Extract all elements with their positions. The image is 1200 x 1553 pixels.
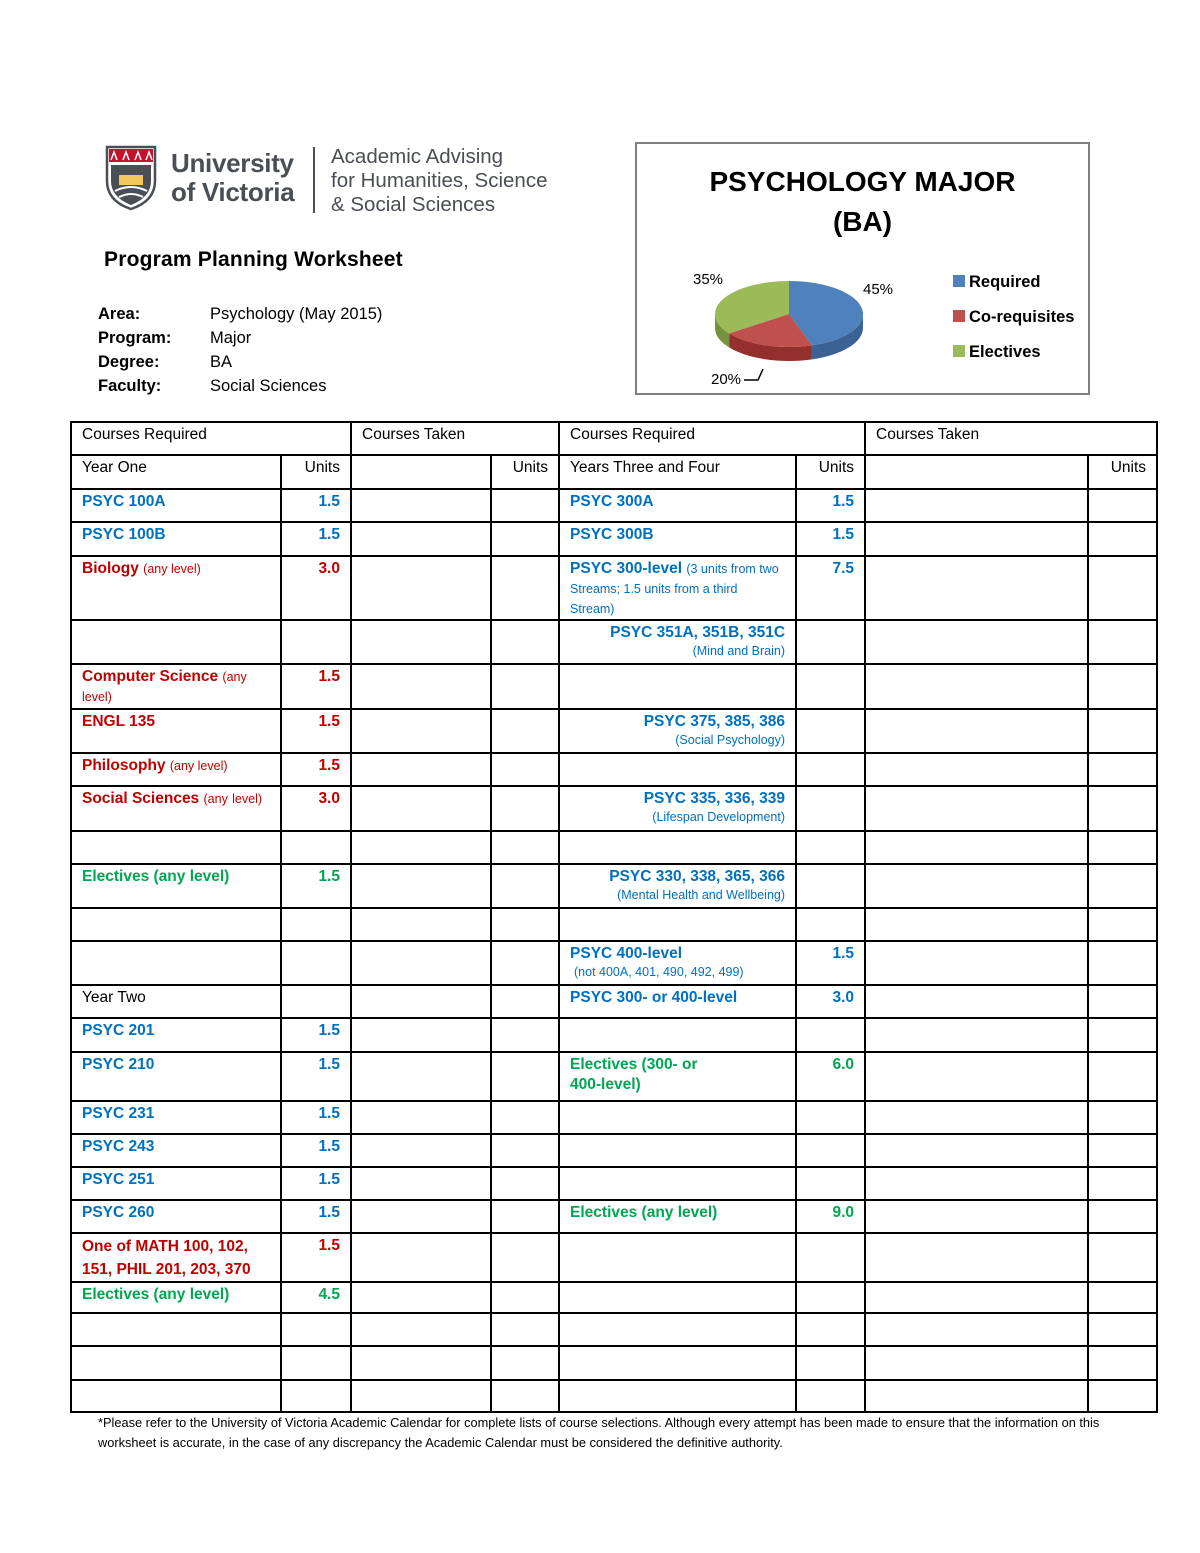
taken-units-cell[interactable] bbox=[1088, 1018, 1157, 1052]
course-units: 1.5 bbox=[796, 489, 865, 522]
empty-cell bbox=[796, 908, 865, 941]
course-units: 1.5 bbox=[281, 864, 351, 908]
empty-cell bbox=[559, 1233, 796, 1282]
course-units: 1.5 bbox=[281, 1052, 351, 1101]
table-row bbox=[71, 489, 1157, 522]
table-row bbox=[71, 1233, 1157, 1282]
course-units: 1.5 bbox=[281, 753, 351, 786]
empty-cell bbox=[71, 1346, 281, 1380]
pie-data-label: 35% bbox=[693, 271, 724, 288]
taken-course-cell[interactable] bbox=[865, 831, 1088, 864]
taken-course-cell[interactable] bbox=[351, 1233, 491, 1282]
taken-units-cell[interactable] bbox=[491, 489, 559, 522]
course-psyc-300-level: PSYC 300-level (3 units from two Streams; 1.5 units from a third Stream) bbox=[559, 556, 796, 620]
table-header-row bbox=[71, 422, 1157, 455]
taken-units-cell[interactable] bbox=[491, 831, 559, 864]
taken-course-cell[interactable] bbox=[865, 1134, 1088, 1167]
info-label: Program: bbox=[98, 329, 172, 347]
course-electives-300-400: Electives (300- or 400-level) bbox=[559, 1052, 796, 1101]
taken-units-cell[interactable] bbox=[491, 1282, 559, 1313]
taken-units-cell[interactable] bbox=[1088, 985, 1157, 1018]
taken-units-cell[interactable] bbox=[1088, 864, 1157, 908]
empty-cell bbox=[281, 908, 351, 941]
taken-course-cell[interactable] bbox=[351, 753, 491, 786]
taken-course-cell[interactable] bbox=[865, 1380, 1088, 1412]
course-psyc-243: PSYC 243 bbox=[71, 1134, 281, 1167]
info-value: Psychology (May 2015) bbox=[210, 305, 383, 323]
taken-course-cell[interactable] bbox=[351, 1167, 491, 1200]
table-row bbox=[71, 831, 1157, 864]
empty-cell bbox=[71, 941, 281, 985]
taken-units-cell[interactable] bbox=[1088, 664, 1157, 709]
taken-course-cell[interactable] bbox=[865, 489, 1088, 522]
taken-units-cell[interactable] bbox=[491, 556, 559, 620]
taken-course-cell[interactable] bbox=[865, 620, 1088, 664]
taken-course-cell[interactable] bbox=[351, 985, 491, 1018]
taken-course-cell[interactable] bbox=[351, 864, 491, 908]
empty-cell bbox=[281, 1346, 351, 1380]
empty-cell bbox=[796, 664, 865, 709]
course-psyc-201: PSYC 201 bbox=[71, 1018, 281, 1052]
course-psyc-251: PSYC 251 bbox=[71, 1167, 281, 1200]
table-row bbox=[71, 786, 1157, 831]
taken-course-cell[interactable] bbox=[865, 664, 1088, 709]
taken-course-cell[interactable] bbox=[865, 1313, 1088, 1346]
taken-course-cell[interactable] bbox=[865, 864, 1088, 908]
course-units: 1.5 bbox=[281, 1134, 351, 1167]
taken-course-cell[interactable] bbox=[865, 522, 1088, 556]
pie-data-label: 20% bbox=[711, 371, 742, 388]
taken-course-cell[interactable] bbox=[865, 1282, 1088, 1313]
info-label: Area: bbox=[98, 305, 141, 323]
legend-item-required: Required bbox=[953, 272, 1074, 307]
table-row bbox=[71, 664, 1157, 709]
taken-course-cell[interactable] bbox=[351, 1380, 491, 1412]
taken-units-cell[interactable] bbox=[1088, 1200, 1157, 1233]
course-units: 9.0 bbox=[796, 1200, 865, 1233]
empty-cell bbox=[71, 1313, 281, 1346]
legend-item-electives: Electives bbox=[953, 342, 1074, 377]
empty-cell bbox=[559, 1018, 796, 1052]
table-row bbox=[71, 1200, 1157, 1233]
info-row-faculty bbox=[98, 374, 382, 398]
empty-cell bbox=[559, 1346, 796, 1380]
taken-course-cell[interactable] bbox=[351, 455, 491, 489]
course-social-sciences: Social Sciences (any level) bbox=[71, 786, 281, 831]
empty-cell bbox=[281, 1380, 351, 1412]
table-row bbox=[71, 1380, 1157, 1412]
taken-course-cell[interactable] bbox=[351, 1018, 491, 1052]
taken-units-cell[interactable] bbox=[491, 985, 559, 1018]
taken-course-cell[interactable] bbox=[351, 1313, 491, 1346]
pie-data-label: 45% bbox=[863, 281, 894, 298]
header-courses-required: Courses Required bbox=[71, 422, 351, 455]
empty-cell bbox=[281, 941, 351, 985]
info-label: Degree: bbox=[98, 353, 160, 371]
table-subheader-row bbox=[71, 455, 1157, 489]
course-psyc-210: PSYC 210 bbox=[71, 1052, 281, 1101]
course-computer-science: Computer Science (any level) bbox=[71, 664, 281, 709]
table-row bbox=[71, 908, 1157, 941]
course-units: 1.5 bbox=[281, 1167, 351, 1200]
empty-cell bbox=[281, 985, 351, 1018]
course-units: 1.5 bbox=[281, 709, 351, 753]
header-courses-taken: Courses Taken bbox=[351, 422, 559, 455]
taken-units-cell[interactable] bbox=[1088, 1233, 1157, 1282]
table-row bbox=[71, 753, 1157, 786]
legend-swatch bbox=[953, 310, 965, 322]
taken-course-cell[interactable] bbox=[351, 908, 491, 941]
course-psyc-100a: PSYC 100A bbox=[71, 489, 281, 522]
taken-units-cell[interactable] bbox=[1088, 1380, 1157, 1412]
taken-units-cell[interactable] bbox=[491, 1200, 559, 1233]
header-units-taken-upper: Units bbox=[1088, 455, 1157, 489]
taken-course-cell[interactable] bbox=[865, 941, 1088, 985]
empty-cell bbox=[796, 1313, 865, 1346]
logo-divider bbox=[313, 147, 315, 213]
uvic-crest-icon bbox=[105, 145, 157, 211]
empty-cell bbox=[796, 1134, 865, 1167]
empty-cell bbox=[559, 664, 796, 709]
course-psyc-300-or-400-level: PSYC 300- or 400-level bbox=[559, 985, 796, 1018]
taken-units-cell[interactable] bbox=[1088, 908, 1157, 941]
info-value: Major bbox=[210, 329, 252, 347]
course-engl-135: ENGL 135 bbox=[71, 709, 281, 753]
taken-units-cell[interactable] bbox=[491, 941, 559, 985]
worksheet-title: Program Planning Worksheet bbox=[104, 248, 403, 271]
chart-legend bbox=[953, 272, 1074, 377]
taken-units-cell[interactable] bbox=[491, 522, 559, 556]
empty-cell bbox=[796, 1380, 865, 1412]
table-row bbox=[71, 1134, 1157, 1167]
info-value: Social Sciences bbox=[210, 377, 327, 395]
course-electives-year-two: Electives (any level) bbox=[71, 1282, 281, 1313]
taken-course-cell[interactable] bbox=[865, 455, 1088, 489]
taken-units-cell[interactable] bbox=[491, 1134, 559, 1167]
taken-units-cell[interactable] bbox=[491, 1380, 559, 1412]
stream-lifespan-development: PSYC 335, 336, 339 (Lifespan Development) bbox=[559, 786, 796, 831]
table-row bbox=[71, 620, 1157, 664]
course-electives-year-one: Electives (any level) bbox=[71, 864, 281, 908]
taken-course-cell[interactable] bbox=[865, 985, 1088, 1018]
taken-units-cell[interactable] bbox=[1088, 620, 1157, 664]
stream-mind-and-brain: PSYC 351A, 351B, 351C (Mind and Brain) bbox=[559, 620, 796, 664]
empty-cell bbox=[796, 1018, 865, 1052]
course-units: 1.5 bbox=[281, 522, 351, 556]
taken-units-cell[interactable] bbox=[491, 1101, 559, 1134]
table-row bbox=[71, 1346, 1157, 1380]
taken-course-cell[interactable] bbox=[351, 831, 491, 864]
empty-cell bbox=[796, 1167, 865, 1200]
empty-cell bbox=[796, 786, 865, 831]
taken-units-cell[interactable] bbox=[1088, 941, 1157, 985]
course-psyc-300a: PSYC 300A bbox=[559, 489, 796, 522]
table-row bbox=[71, 1313, 1157, 1346]
course-electives-upper-any: Electives (any level) bbox=[559, 1200, 796, 1233]
taken-units-cell[interactable] bbox=[491, 864, 559, 908]
empty-cell bbox=[796, 1101, 865, 1134]
pie-chart bbox=[635, 142, 1090, 395]
taken-units-cell[interactable] bbox=[491, 1018, 559, 1052]
taken-course-cell[interactable] bbox=[351, 664, 491, 709]
taken-course-cell[interactable] bbox=[351, 1346, 491, 1380]
course-units: 1.5 bbox=[281, 664, 351, 709]
header-units-upper: Units bbox=[796, 455, 865, 489]
empty-cell bbox=[559, 1313, 796, 1346]
info-label: Faculty: bbox=[98, 377, 162, 395]
taken-course-cell[interactable] bbox=[865, 786, 1088, 831]
taken-units-cell[interactable] bbox=[491, 908, 559, 941]
taken-course-cell[interactable] bbox=[865, 709, 1088, 753]
taken-units-cell[interactable] bbox=[491, 1346, 559, 1380]
empty-cell bbox=[281, 620, 351, 664]
taken-course-cell[interactable] bbox=[865, 1200, 1088, 1233]
taken-units-cell[interactable] bbox=[1088, 753, 1157, 786]
course-units: 1.5 bbox=[281, 489, 351, 522]
program-info bbox=[98, 302, 382, 398]
empty-cell bbox=[796, 709, 865, 753]
empty-cell bbox=[559, 908, 796, 941]
taken-course-cell[interactable] bbox=[865, 753, 1088, 786]
taken-units-cell[interactable] bbox=[1088, 786, 1157, 831]
table-row bbox=[71, 1018, 1157, 1052]
course-units: 6.0 bbox=[796, 1052, 865, 1101]
taken-units-cell[interactable] bbox=[491, 1233, 559, 1282]
empty-cell bbox=[559, 753, 796, 786]
taken-units-cell[interactable] bbox=[491, 709, 559, 753]
course-units: 3.0 bbox=[281, 786, 351, 831]
header-year-two: Year Two bbox=[71, 985, 281, 1018]
header-courses-taken-upper: Courses Taken bbox=[865, 422, 1157, 455]
course-units: 1.5 bbox=[281, 1018, 351, 1052]
header-year-one: Year One bbox=[71, 455, 281, 489]
course-psyc-231: PSYC 231 bbox=[71, 1101, 281, 1134]
taken-course-cell[interactable] bbox=[351, 1101, 491, 1134]
empty-cell bbox=[559, 1380, 796, 1412]
course-units: 3.0 bbox=[796, 985, 865, 1018]
taken-course-cell[interactable] bbox=[865, 1167, 1088, 1200]
course-units: 7.5 bbox=[796, 556, 865, 620]
taken-units-cell[interactable] bbox=[491, 786, 559, 831]
taken-course-cell[interactable] bbox=[351, 709, 491, 753]
taken-course-cell[interactable] bbox=[351, 1134, 491, 1167]
empty-cell bbox=[71, 908, 281, 941]
taken-units-cell[interactable] bbox=[491, 1313, 559, 1346]
info-row-degree bbox=[98, 350, 382, 374]
header-units: Units bbox=[281, 455, 351, 489]
legend-swatch bbox=[953, 275, 965, 287]
advising-name: Academic Advising for Humanities, Science & Social Sciences bbox=[331, 145, 548, 216]
table-row bbox=[71, 1052, 1157, 1101]
header-courses-required-upper: Courses Required bbox=[559, 422, 865, 455]
course-psyc-300b: PSYC 300B bbox=[559, 522, 796, 556]
taken-units-cell[interactable] bbox=[1088, 1101, 1157, 1134]
course-math-phil-option: One of MATH 100, 102, 151, PHIL 201, 203, 370 bbox=[71, 1233, 281, 1282]
legend-swatch bbox=[953, 345, 965, 357]
info-value: BA bbox=[210, 353, 233, 371]
empty-cell bbox=[796, 1346, 865, 1380]
table-row bbox=[71, 941, 1157, 985]
course-units: 3.0 bbox=[281, 556, 351, 620]
course-psyc-100b: PSYC 100B bbox=[71, 522, 281, 556]
uvic-logo bbox=[105, 145, 575, 215]
chart-title: PSYCHOLOGY MAJOR (BA) bbox=[709, 166, 1016, 237]
course-units: 1.5 bbox=[796, 941, 865, 985]
course-units: 1.5 bbox=[796, 522, 865, 556]
course-psyc-400-level: PSYC 400-level (not 400A, 401, 490, 492, 499) bbox=[559, 941, 796, 985]
university-name: University of Victoria bbox=[171, 148, 295, 207]
taken-units-cell[interactable] bbox=[491, 753, 559, 786]
taken-course-cell[interactable] bbox=[865, 1052, 1088, 1101]
taken-units-cell[interactable] bbox=[491, 1052, 559, 1101]
taken-course-cell[interactable] bbox=[865, 1101, 1088, 1134]
info-row-program bbox=[98, 326, 382, 350]
taken-course-cell[interactable] bbox=[351, 786, 491, 831]
empty-cell bbox=[796, 1233, 865, 1282]
taken-course-cell[interactable] bbox=[351, 941, 491, 985]
table-row bbox=[71, 709, 1157, 753]
taken-units-cell[interactable] bbox=[1088, 1313, 1157, 1346]
taken-units-cell[interactable] bbox=[1088, 1282, 1157, 1313]
stream-social-psychology: PSYC 375, 385, 386 (Social Psychology) bbox=[559, 709, 796, 753]
taken-units-cell[interactable] bbox=[491, 664, 559, 709]
taken-course-cell[interactable] bbox=[865, 1018, 1088, 1052]
taken-course-cell[interactable] bbox=[865, 556, 1088, 620]
taken-course-cell[interactable] bbox=[351, 489, 491, 522]
empty-cell bbox=[281, 1313, 351, 1346]
header-years-three-four: Years Three and Four bbox=[559, 455, 796, 489]
empty-cell bbox=[559, 1282, 796, 1313]
taken-units-cell[interactable] bbox=[1088, 556, 1157, 620]
table-row bbox=[71, 864, 1157, 908]
table-row bbox=[71, 1282, 1157, 1313]
taken-units-cell[interactable] bbox=[1088, 1052, 1157, 1101]
table-row bbox=[71, 522, 1157, 556]
empty-cell bbox=[71, 831, 281, 864]
table-row bbox=[71, 1167, 1157, 1200]
taken-course-cell[interactable] bbox=[351, 556, 491, 620]
empty-cell bbox=[559, 1167, 796, 1200]
empty-cell bbox=[796, 620, 865, 664]
taken-course-cell[interactable] bbox=[351, 1052, 491, 1101]
taken-course-cell[interactable] bbox=[865, 1346, 1088, 1380]
empty-cell bbox=[559, 1101, 796, 1134]
taken-course-cell[interactable] bbox=[351, 522, 491, 556]
course-units: 1.5 bbox=[281, 1233, 351, 1282]
taken-units-cell[interactable] bbox=[1088, 489, 1157, 522]
empty-cell bbox=[796, 1282, 865, 1313]
empty-cell bbox=[559, 831, 796, 864]
table-row bbox=[71, 1101, 1157, 1134]
table-row bbox=[71, 985, 1157, 1018]
course-biology: Biology (any level) bbox=[71, 556, 281, 620]
legend-item-corequisites: Co-requisites bbox=[953, 307, 1074, 342]
taken-units-cell[interactable] bbox=[1088, 709, 1157, 753]
stream-mental-health: PSYC 330, 338, 365, 366 (Mental Health and Wellbeing) bbox=[559, 864, 796, 908]
taken-course-cell[interactable] bbox=[351, 1282, 491, 1313]
taken-units-cell[interactable] bbox=[1088, 1134, 1157, 1167]
empty-cell bbox=[281, 831, 351, 864]
course-units: 1.5 bbox=[281, 1101, 351, 1134]
taken-units-cell[interactable] bbox=[1088, 831, 1157, 864]
course-units: 4.5 bbox=[281, 1282, 351, 1313]
pie-leader-line bbox=[744, 369, 763, 380]
empty-cell bbox=[71, 1380, 281, 1412]
taken-units-cell[interactable] bbox=[1088, 522, 1157, 556]
taken-units-cell[interactable] bbox=[491, 620, 559, 664]
taken-course-cell[interactable] bbox=[351, 620, 491, 664]
taken-course-cell[interactable] bbox=[865, 1233, 1088, 1282]
course-psyc-260: PSYC 260 bbox=[71, 1200, 281, 1233]
taken-course-cell[interactable] bbox=[351, 1200, 491, 1233]
taken-course-cell[interactable] bbox=[865, 908, 1088, 941]
empty-cell bbox=[71, 620, 281, 664]
course-philosophy: Philosophy (any level) bbox=[71, 753, 281, 786]
empty-cell bbox=[559, 1134, 796, 1167]
table-row bbox=[71, 556, 1157, 620]
info-row-area bbox=[98, 302, 382, 326]
header-units-taken: Units bbox=[491, 455, 559, 489]
taken-units-cell[interactable] bbox=[1088, 1346, 1157, 1380]
empty-cell bbox=[796, 753, 865, 786]
taken-units-cell[interactable] bbox=[1088, 1167, 1157, 1200]
course-units: 1.5 bbox=[281, 1200, 351, 1233]
empty-cell bbox=[796, 864, 865, 908]
empty-cell bbox=[796, 831, 865, 864]
calendar-disclaimer: *Please refer to the University of Victoria Academic Calendar for complete lists of course selections. Although every attempt has been made to ensure that the information on this worksheet is accurate, in the case of any discrepancy the Academic Calendar must be considered the definitive authority. bbox=[98, 1415, 1100, 1450]
taken-units-cell[interactable] bbox=[491, 1167, 559, 1200]
course-planning-table bbox=[70, 421, 1158, 1413]
